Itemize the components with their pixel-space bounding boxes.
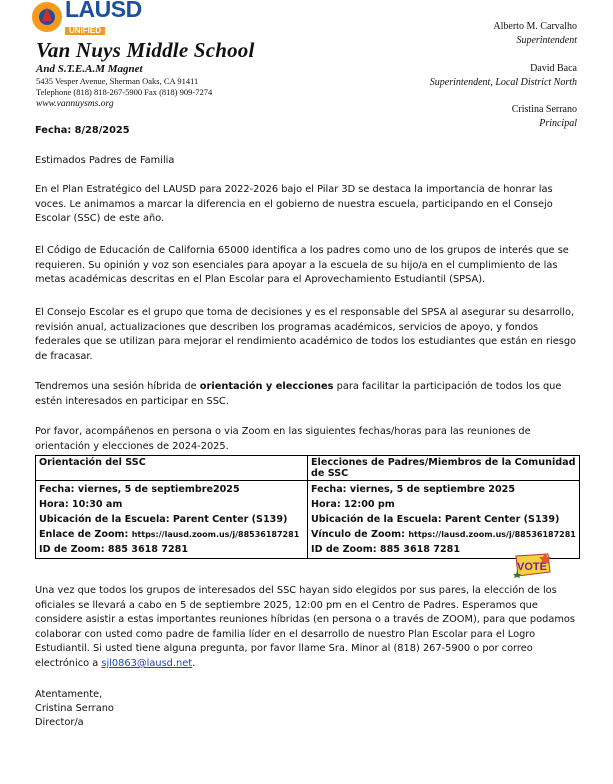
elections-details bbox=[308, 481, 580, 559]
elections-location: Ubicación de la Escuela: Parent Center (S139) bbox=[311, 514, 560, 525]
elections-zoom-link: Vínculo de Zoom: https://lausd.zoom.us/j/88536187281 bbox=[311, 529, 576, 540]
logo-text: LAUSD bbox=[65, 0, 142, 22]
orientation-details bbox=[36, 481, 308, 559]
orientation-time: Hora: 10:30 am bbox=[39, 499, 123, 510]
logo-subtext: UNIFIED bbox=[65, 27, 105, 35]
staff-title: Principal bbox=[539, 118, 577, 129]
orientation-location: Ubicación de la Escuela: Parent Center (S139) bbox=[39, 514, 288, 525]
paragraph-hybrid-session: Tendremos una sesión híbrida de orientación y elecciones para facilitar la participación de todos los que estén interesados en participar en SSC. bbox=[35, 381, 562, 407]
paragraph-council-role: El Consejo Escolar es el grupo que toma de decisiones y es el responsable del SPSA al asegurar su desarrollo, revisión anual, actualizaciones que describen los programas académicos, servicios de apoyo, y fondos federales que se utilizan para mejorar el rendimiento académico de todos los estudiantes que están en riesgo de fracasar. bbox=[35, 307, 577, 362]
school-name: Van Nuys Middle School bbox=[36, 38, 255, 62]
orientation-date: Fecha: viernes, 5 de septiembre2025 bbox=[39, 484, 240, 495]
staff-district-superintendent bbox=[430, 62, 577, 90]
vote-sticker-text: VOTE bbox=[517, 561, 547, 573]
paragraph-strategic-plan: En el Plan Estratégico del LAUSD para 2022-2026 bajo el Pilar 3D se destaca la importancia de honrar las voces. Le animamos a marcar la diferencia en el gobierno de nuestra escuela, participando en el Consejo Escolar (SSC) de este año. bbox=[35, 184, 553, 225]
elections-date: Fecha: viernes, 5 de septiembre 2025 bbox=[311, 484, 515, 495]
zoom-link[interactable]: https://lausd.zoom.us/j/88536187281 bbox=[131, 530, 300, 539]
staff-name: Cristina Serrano bbox=[511, 104, 577, 115]
elections-time: Hora: 12:00 pm bbox=[311, 499, 395, 510]
school-website: www.vannuysms.org bbox=[36, 99, 114, 109]
zoom-link[interactable]: https://lausd.zoom.us/j/88536187281 bbox=[408, 530, 576, 539]
staff-name: David Baca bbox=[530, 63, 577, 74]
vote-sticker-icon bbox=[512, 552, 552, 578]
paragraph-education-code: El Código de Educación de California 65000 identifica a los padres como uno de los grupos de interés que se requieren. Su opinión y voz son esenciales para apoyar a la escuela de su hijo/a en el cumplimiento de las metas académicas descritas en el Plan Escolar para el Aprovechamiento Estudiantil (SPSA). bbox=[35, 245, 569, 286]
elections-zoom-id: ID de Zoom: 885 3618 7281 bbox=[311, 544, 461, 555]
letter-greeting: Estimados Padres de Familia bbox=[35, 155, 175, 166]
lausd-emblem-icon bbox=[32, 2, 62, 32]
school-phone: Telephone (818) 818-267-5900 Fax (818) 909-7274 bbox=[36, 87, 213, 97]
staff-superintendent bbox=[493, 20, 577, 48]
orientation-zoom-id: ID de Zoom: 885 3618 7281 bbox=[39, 544, 189, 555]
orientation-elections-emphasis: orientación y elecciones bbox=[199, 381, 334, 392]
letter-closing: Atentamente, bbox=[35, 689, 103, 700]
lausd-logo bbox=[32, 0, 142, 35]
contact-email-link[interactable]: sjl0863@lausd.net bbox=[101, 657, 193, 669]
table-header-elections: Elecciones de Padres/Miembros de la Comunidad de SSC bbox=[308, 456, 580, 481]
magnet-subtitle: And S.T.E.A.M Magnet bbox=[36, 63, 143, 75]
letter-date: Fecha: 8/28/2025 bbox=[35, 125, 130, 136]
table-header-orientation: Orientación del SSC bbox=[36, 456, 308, 481]
school-address: 5435 Vesper Avenue, Sherman Oaks, CA 91411 bbox=[36, 76, 199, 86]
paragraph-elections-contact: Una vez que todos los grupos de interesados del SSC hayan sido elegidos por sus pares, la elección de los oficiales se llevará a cabo en 5 de septiembre 2025, 12:00 pm en el Centro de Padres. Esperamos que considere asistir a estas importantes reuniones híbridas (en persona o a través de ZOOM), para que podamos colaborar con usted como padre de familia líder en el desarrollo de nuestro Plan Escolar para el Logro Estudiantil. Si usted tiene alguna pregunta, por favor llame Sra. Minor al (818) 267-5900 o por correo electrónico a sjl0863@lausd.net. bbox=[35, 585, 576, 669]
staff-title: Superintendent, Local District North bbox=[429, 77, 577, 88]
staff-name: Alberto M. Carvalho bbox=[493, 21, 577, 32]
signature-name: Cristina Serrano bbox=[35, 703, 114, 714]
signature-title: Director/a bbox=[35, 717, 84, 728]
paragraph-invitation: Por favor, acompáñenos en persona o via Zoom en las siguientes fechas/horas para las reuniones de orientación y elecciones de 2024-2025. bbox=[35, 426, 531, 452]
orientation-zoom-link: Enlace de Zoom: https://lausd.zoom.us/j/88536187281 bbox=[39, 529, 300, 540]
staff-title: Superintendent bbox=[516, 35, 577, 46]
meeting-schedule-table bbox=[35, 455, 580, 559]
